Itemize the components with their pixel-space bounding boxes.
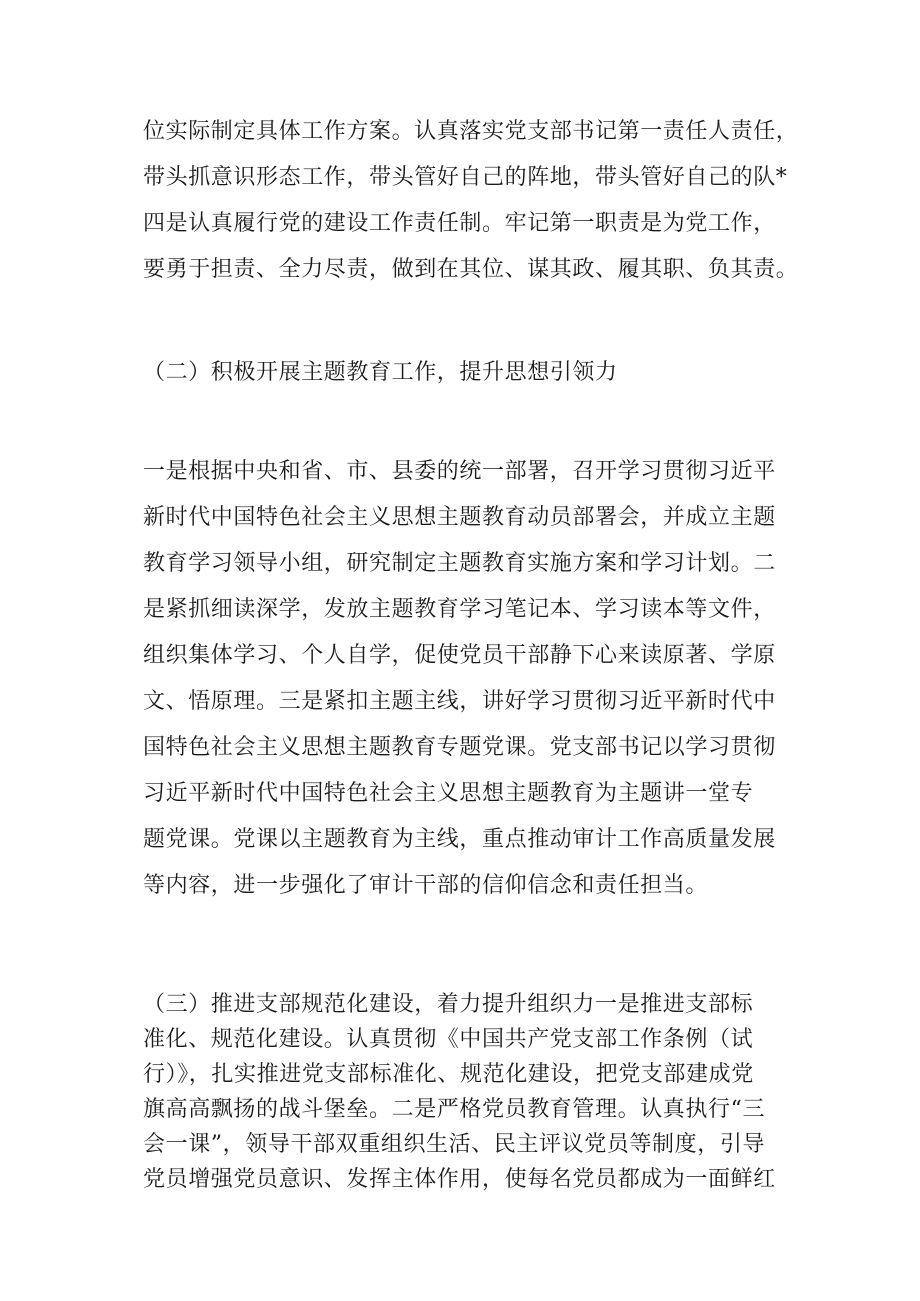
text-line: 会一课”，领导干部双重组织生活、民主评议党员等制度，引导	[143, 1132, 766, 1157]
text-line: 习近平新时代中国特色社会主义思想主题教育为主题讲一堂专	[143, 781, 754, 806]
paragraph-party-responsibility	[143, 109, 813, 293]
text-line: 党员增强党员意识、发挥主体作用，使每名党员都成为一面鲜红	[143, 1167, 776, 1192]
text-line: 一是根据中央和省、市、县委的统一部署，召开学习贯彻习近平	[143, 459, 776, 484]
text-line: 题党课。党课以主题教育为主线，重点推动审计工作高质量发展	[143, 827, 776, 852]
text-line: 教育学习领导小组，研究制定主题教育实施方案和学习计划。二	[143, 551, 776, 576]
text-line: 旗高高飘扬的战斗堡垒。二是严格党员教育管理。认真执行“三	[143, 1097, 766, 1122]
paragraph-theme-education	[143, 449, 813, 909]
text-line: 等内容，进一步强化了审计干部的信仰信念和责任担当。	[143, 873, 709, 898]
text-line: 行）》，扎实推进党支部标准化、规范化建设，把党支部建成党	[143, 1062, 754, 1087]
text-line: 文、悟原理。三是紧扣主题主线，讲好学习贯彻习近平新时代中	[143, 689, 776, 714]
text-line: 要勇于担责、全力尽责，做到在其位、谋其政、履其职、负其责。	[143, 257, 799, 282]
section-heading-2	[143, 353, 813, 393]
heading-text: （二）积极开展主题教育工作，提升思想引领力	[143, 360, 618, 385]
paragraph-branch-standardization	[143, 987, 813, 1197]
text-line: 带头抓意识形态工作，带头管好自己的阵地，带头管好自己的队*	[143, 165, 788, 190]
text-line: （三）推进支部规范化建设，着力提升组织力一是推进支部标	[143, 992, 754, 1017]
text-line: 新时代中国特色社会主义思想主题教育动员部署会，并成立主题	[143, 505, 776, 530]
text-line: 位实际制定具体工作方案。认真落实党支部书记第一责任人责任，	[143, 119, 799, 144]
text-line: 四是认真履行党的建设工作责任制。牢记第一职责是为党工作，	[143, 211, 776, 236]
text-line: 是紧抓细读深学，发放主题教育学习笔记本、学习读本等文件，	[143, 597, 776, 622]
text-line: 国特色社会主义思想主题教育专题党课。党支部书记以学习贯彻	[143, 735, 776, 760]
text-line: 组织集体学习、个人自学，促使党员干部静下心来读原著、学原	[143, 643, 776, 668]
text-line: 准化、规范化建设。认真贯彻《中国共产党支部工作条例（试	[143, 1027, 754, 1052]
